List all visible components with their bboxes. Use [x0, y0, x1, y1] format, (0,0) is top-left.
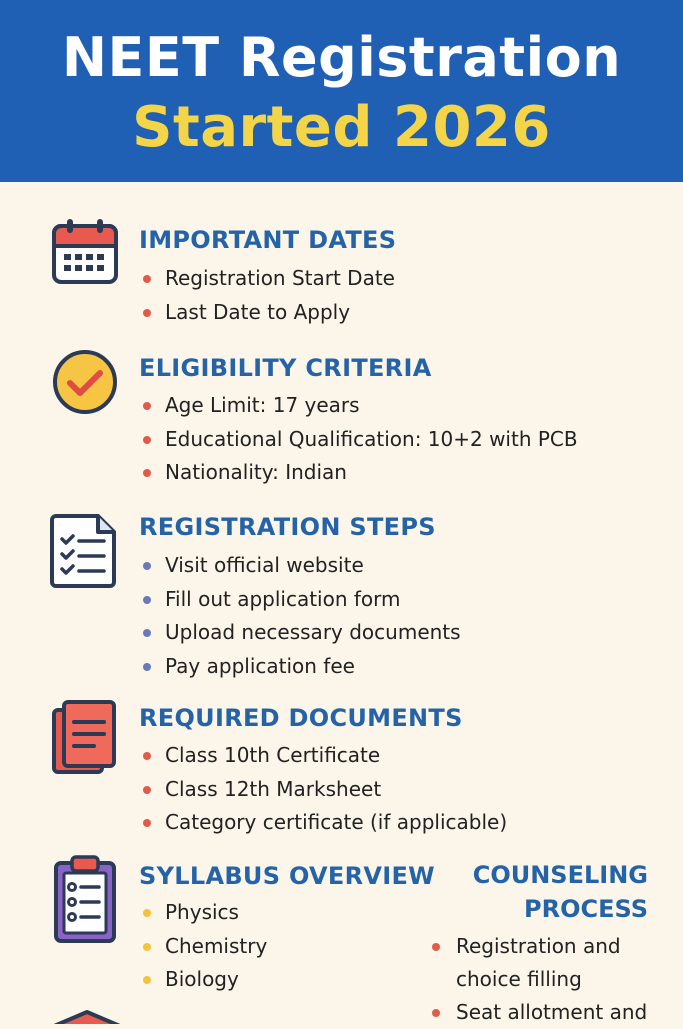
bullet-icon	[143, 943, 151, 951]
bullet-icon	[143, 596, 151, 604]
bullet-icon	[143, 909, 151, 917]
list-item: Category certificate (if applicable)	[141, 806, 507, 840]
list-item: Registration Start Date	[141, 262, 395, 296]
heading-eligibility-criteria: ELIGIBILITY CRITERIA	[139, 354, 432, 382]
heading-required-documents: REQUIRED DOCUMENTS	[139, 704, 463, 732]
bullet-icon	[143, 752, 151, 760]
bullet-icon	[143, 402, 151, 410]
list-item: Fill out application form	[141, 583, 461, 617]
list-item: Class 10th Certificate	[141, 739, 507, 773]
bullet-icon	[432, 943, 440, 951]
bullet-icon	[143, 469, 151, 477]
list-item: Educational Qualification: 10+2 with PCB	[141, 423, 578, 457]
list-important-dates	[141, 262, 395, 329]
bullet-icon	[143, 819, 151, 827]
heading-syllabus-overview: SYLLABUS OVERVIEW	[139, 862, 435, 890]
title-line-2: Started 2026	[132, 95, 551, 160]
bullet-icon	[143, 786, 151, 794]
list-item: Pay application fee	[141, 650, 461, 684]
list-item: Visit official website	[141, 549, 461, 583]
list-item: Physics	[141, 896, 267, 930]
list-item: Biology	[141, 963, 267, 997]
bullet-icon	[143, 663, 151, 671]
list-item: Nationality: Indian	[141, 456, 578, 490]
bullet-icon	[143, 436, 151, 444]
list-item: Last Date to Apply	[141, 296, 395, 330]
bullet-icon	[143, 309, 151, 317]
list-registration-steps	[141, 549, 461, 683]
title-line-1: NEET Registration	[61, 26, 622, 89]
heading-registration-steps: REGISTRATION STEPS	[139, 513, 436, 541]
header-banner	[0, 0, 683, 182]
list-required-documents	[141, 739, 507, 840]
list-item: Chemistry	[141, 930, 267, 964]
checkmark-icon	[50, 348, 120, 420]
counseling-heading-line1: COUNSELING	[472, 861, 648, 889]
list-item: Registration and choice filling	[430, 930, 656, 996]
bullet-icon	[143, 976, 151, 984]
documents-icon	[50, 700, 120, 772]
calendar-icon	[50, 218, 120, 290]
list-item: Age Limit: 17 years	[141, 389, 578, 423]
list-item: Upload necessary documents	[141, 616, 461, 650]
heading-important-dates: IMPORTANT DATES	[139, 226, 397, 254]
bullet-icon	[143, 629, 151, 637]
list-syllabus	[141, 896, 267, 997]
counseling-heading-line2: PROCESS	[524, 895, 648, 923]
list-counseling	[430, 930, 656, 1029]
heading-counseling-process	[473, 858, 648, 926]
house-icon	[52, 1008, 122, 1024]
list-item: Class 12th Marksheet	[141, 773, 507, 807]
bullet-icon	[432, 1009, 440, 1017]
list-item: Seat allotment and	[430, 996, 656, 1029]
bullet-icon	[143, 275, 151, 283]
checklist-document-icon	[50, 512, 120, 584]
bullet-icon	[143, 562, 151, 570]
clipboard-icon	[50, 855, 120, 927]
list-eligibility	[141, 389, 578, 490]
